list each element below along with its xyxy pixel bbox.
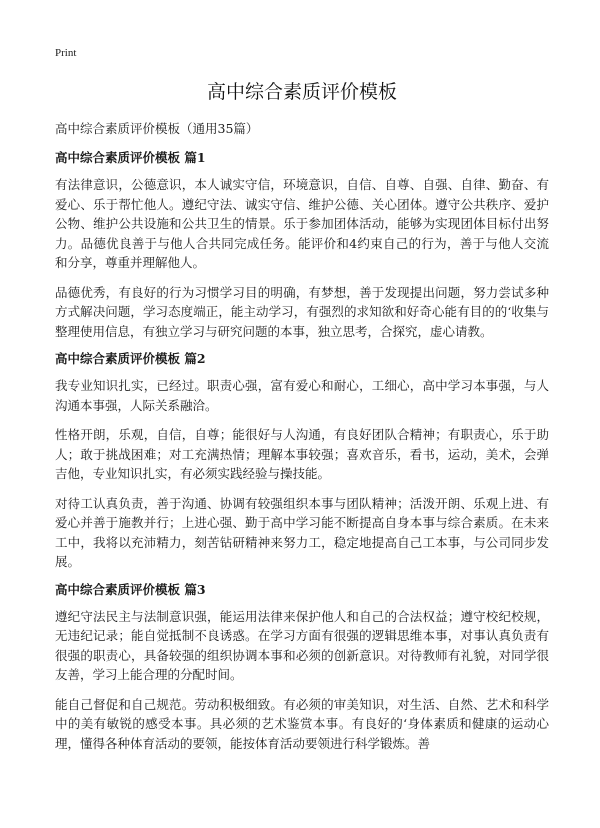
- document-subtitle: 高中综合素质评价模板（通用35篇）: [55, 121, 259, 136]
- document-title: 高中综合素质评价模板: [206, 81, 397, 103]
- paragraph: 品德优秀，有良好的行为习惯学习目的明确，有梦想，善于发现提出问题，努力尝试多种方式解决问题，学习态度端正，能主动学习，有强烈的求知欲和好奇心能有目的的‘收集与整理使用信息，有独立学习与研究问题的本事，独立思考，合探究，虚心请教。: [55, 284, 549, 339]
- paragraph: 有法律意识，公德意识，本人诚实守信，环境意识，自信、自尊、自强、自律、勤奋、有爱心、乐于帮忙他人。遵纪守法、诚实守信、维护公德、关心团体。遵守公共秩序、爱护公物、维护公共设施和公共卫生的情景。乐于参加团体活动，能够为实现团体目标付出努力。品德优良善于与他人合共同完成任务。能评价和4约束自己的行为，善于与他人交流和分享，尊重并理解他人。: [55, 177, 549, 270]
- paragraph: 性格开朗，乐观，自信，自尊；能很好与人沟通，有良好团队合精神；有职责心，乐于助人；敢于挑战困难；对工充满热情；理解本事较强；喜欢音乐，看书，运动，美术，会弹吉他，专业知识扎实，有必须实践经验与操技能。: [55, 427, 549, 481]
- paragraph: 我专业知识扎实，已经过。职责心强，富有爱心和耐心，工细心，高中学习本事强，与人沟通本事强，人际关系融洽。: [55, 378, 549, 413]
- document-body: [55, 150, 549, 763]
- print-label: Print: [55, 47, 77, 59]
- section-heading: 高中综合素质评价模板 篇3: [55, 581, 206, 597]
- section-1: [55, 150, 549, 341]
- section-heading: 高中综合素质评价模板 篇2: [55, 351, 206, 366]
- section-2: [55, 351, 549, 572]
- paragraph: 对待工认真负责，善于沟通、协调有较强组织本事与团队精神；活泼开朗、乐观上进、有爱心并善于施教并行；上进心强、勤于高中学习能不断提高自身本事与综合素质。在未来工中，我将以充沛精力，刻苦钻研精神来努力工，稳定地提高自己工本事，与公司同步发展。: [55, 495, 549, 569]
- paragraph: 遵纪守法民主与法制意识强，能运用法律来保护他人和自己的合法权益；遵守校纪校规，无违纪记录；能自觉抵制不良诱惑。在学习方面有很强的逻辑思维本事，对事认真负责有很强的职责心，具备较强的组织协调本事和必须的创新意识。对待教师有礼貌，对同学很友善，学习上能合理的分配时间。: [55, 608, 549, 682]
- section-3: [55, 582, 549, 754]
- paragraph: 能自己督促和自己规范。劳动积极细致。有必须的审美知识，对生活、自然、艺术和科学中的美有敏锐的感受本事。具必须的艺术鉴赏本事。有良好的‘身体素质和健康的运动心理，懂得各种体育活动的要领，能按体育活动要领进行科学锻炼。善: [55, 696, 549, 751]
- section-heading: 高中综合素质评价模板 篇1: [55, 150, 206, 165]
